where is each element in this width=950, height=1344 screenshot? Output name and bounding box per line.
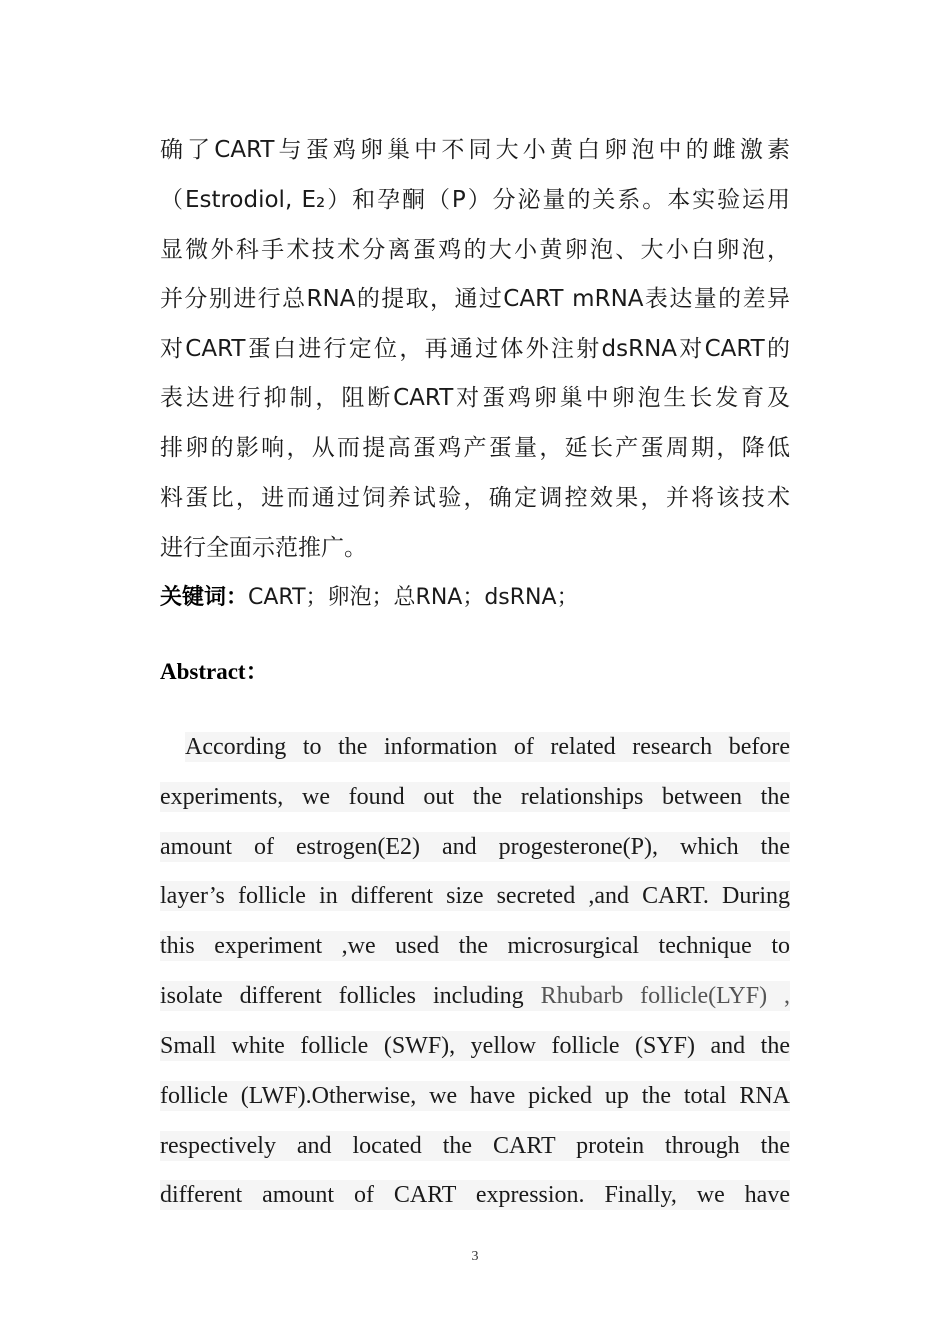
abstract-line: different amount of CART expression. Finally, we have: [160, 1182, 790, 1208]
chinese-abstract-line: 显微外科手术技术分离蛋鸡的大小黄卵泡、大小白卵泡，: [160, 237, 790, 263]
abstract-line: According to the information of related research before: [185, 734, 790, 760]
abstract-line: [160, 981, 790, 1011]
abstract-line-gray-text: Rhubarb follicle(LYF) ,: [540, 983, 791, 1009]
keywords-label: 关键词：: [160, 585, 249, 610]
abstract-line: Small white follicle (SWF), yellow follicle (SYF) and the: [160, 1033, 790, 1059]
abstract-heading: Abstract：: [160, 659, 269, 684]
abstract-line: layer’s follicle in different size secreted ,and CART. During: [160, 883, 790, 909]
keywords-value: CART；卵泡；总RNA；dsRNA；: [248, 585, 579, 610]
abstract-line: amount of estrogen(E2) and progesterone(P), which the: [160, 834, 790, 860]
abstract-line: follicle (LWF).Otherwise, we have picked up the total RNA: [160, 1083, 790, 1109]
chinese-abstract-line: 确了CART与蛋鸡卵巢中不同大小黄白卵泡中的雌激素: [160, 137, 790, 163]
chinese-abstract-line: 并分别进行总RNA的提取，通过CART mRNA表达量的差异: [160, 286, 790, 312]
chinese-abstract-line: 进行全面示范推广。: [160, 535, 367, 561]
abstract-line-text: isolate different follicles including: [160, 983, 541, 1009]
page-number: 3: [471, 1249, 479, 1264]
abstract-line: this experiment ,we used the microsurgical technique to: [160, 933, 790, 959]
chinese-abstract-line: 表达进行抑制，阻断CART对蛋鸡卵巢中卵泡生长发育及: [160, 385, 790, 411]
chinese-abstract-line: 对CART蛋白进行定位，再通过体外注射dsRNA对CART的: [160, 336, 790, 362]
abstract-line: respectively and located the CART protein through the: [160, 1133, 790, 1159]
keywords: [160, 582, 790, 614]
chinese-abstract-line: 排卵的影响，从而提高蛋鸡产蛋量，延长产蛋周期，降低: [160, 435, 790, 461]
abstract-line: experiments, we found out the relationships between the: [160, 784, 790, 810]
chinese-abstract-line: 料蛋比，进而通过饲养试验，确定调控效果，并将该技术: [160, 485, 790, 511]
chinese-abstract-line: （Estrodiol, E₂）和孕酮（P）分泌量的关系。本实验运用: [160, 187, 790, 213]
